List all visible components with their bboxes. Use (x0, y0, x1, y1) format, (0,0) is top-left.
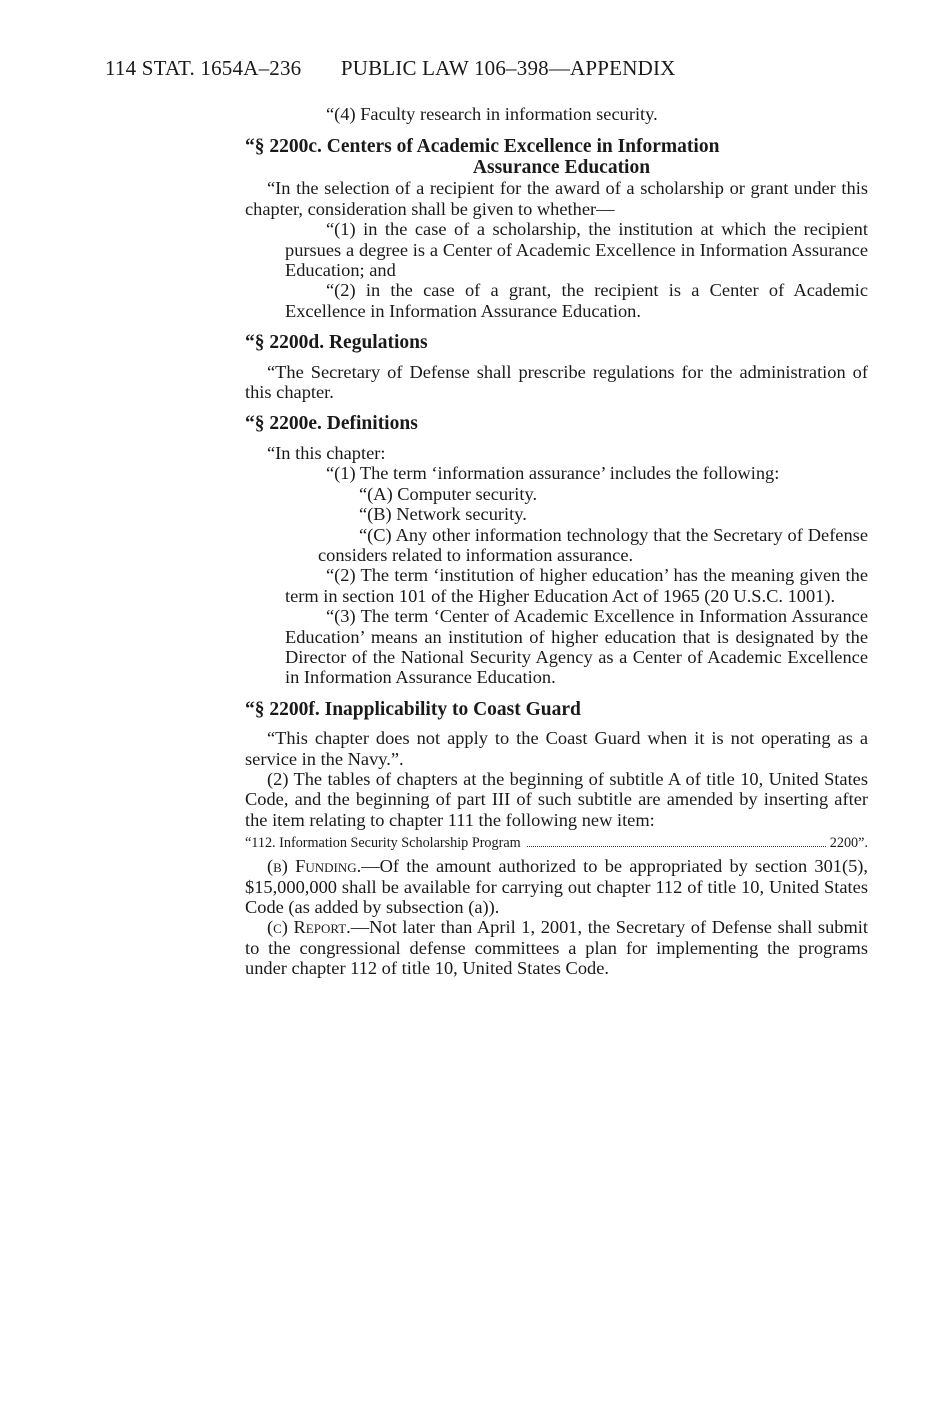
item-4-faculty-research: “(4) Faculty research in information security. (326, 104, 658, 124)
section-2200f-heading: “§ 2200f. Inapplicability to Coast Guard (245, 698, 581, 720)
section-2200c-heading-line2: Assurance Education (472, 157, 651, 179)
funding-text: —Of the amount authorized to be appropriated by section 301(5), $15,000,000 shall be available for carrying out chapter 112 of title 10, United States Code (as added by subsection (a)). (245, 856, 868, 917)
public-law-title: PUBLIC LAW 106–398—APPENDIX (340, 56, 676, 80)
toc-leader-dots (527, 846, 826, 847)
statute-citation: 114 STAT. 1654A–236 (105, 56, 302, 80)
section-2200c-para-2: “(2) in the case of a grant, the recipient is a Center of Academic Excellence in Information Assurance Education. (285, 280, 868, 321)
report-text: —Not later than April 1, 2001, the Secretary of Defense shall submit to the congressional defense committees a plan for implementing the programs under chapter 112 of title 10, United States Code. (245, 917, 868, 979)
report-label: (c) Report. (267, 917, 351, 938)
section-2200e-para-3: “(3) The term ‘Center of Academic Excellence in Information Assurance Education’ means an institution of higher education that is designated by the Director of the National Security Agency as a Center of Academic Excellence in Information Assurance Education. (285, 606, 868, 688)
toc-item-section: 2200”. (829, 835, 868, 852)
section-2200e-heading: “§ 2200e. Definitions (245, 413, 418, 435)
section-2200f-text: “This chapter does not apply to the Coast Guard when it is not operating as a service in the Navy.”. (245, 728, 868, 769)
subsection-b-funding (245, 856, 868, 917)
table-of-chapters-item (245, 834, 868, 852)
section-2200e-para-1: “(1) The term ‘information assurance’ includes the following: (326, 463, 780, 484)
section-2200e-intro: “In this chapter: (267, 442, 386, 463)
document-body (245, 104, 868, 979)
section-2200d-heading: “§ 2200d. Regulations (245, 332, 428, 354)
section-2200c-intro: “In the selection of a recipient for the award of a scholarship or grant under this chapter, consideration shall be given to whether— (245, 178, 868, 219)
section-2200f-para-2: (2) The tables of chapters at the beginning of subtitle A of title 10, United States Code, and the beginning of part III of such subtitle are amended by inserting after the item relating to chapter 111 the following new item: (245, 768, 868, 830)
section-2200c-para-1: “(1) in the case of a scholarship, the institution at which the recipient pursues a degree is a Center of Academic Excellence in Information Assurance Education; and (285, 219, 868, 281)
section-2200e-para-1b: “(B) Network security. (359, 504, 527, 525)
section-2200d-text: “The Secretary of Defense shall prescribe regulations for the administration of this chapter. (245, 361, 868, 403)
section-2200e-para-1c: “(C) Any other information technology that the Secretary of Defense considers related to information assurance. (318, 524, 868, 565)
section-2200c-heading-line1: “§ 2200c. Centers of Academic Excellence in Information (245, 136, 720, 158)
section-2200e-para-1a: “(A) Computer security. (359, 483, 538, 504)
toc-item-label: “112. Information Security Scholarship Program (245, 835, 521, 852)
subsection-c-report (245, 917, 868, 978)
section-2200e-para-2: “(2) The term ‘institution of higher education’ has the meaning given the term in section 101 of the Higher Education Act of 1965 (20 U.S.C. 1001). (285, 565, 868, 606)
section-2200c-heading (245, 136, 868, 178)
page-header (105, 56, 805, 81)
funding-label: (b) Funding. (267, 856, 362, 877)
